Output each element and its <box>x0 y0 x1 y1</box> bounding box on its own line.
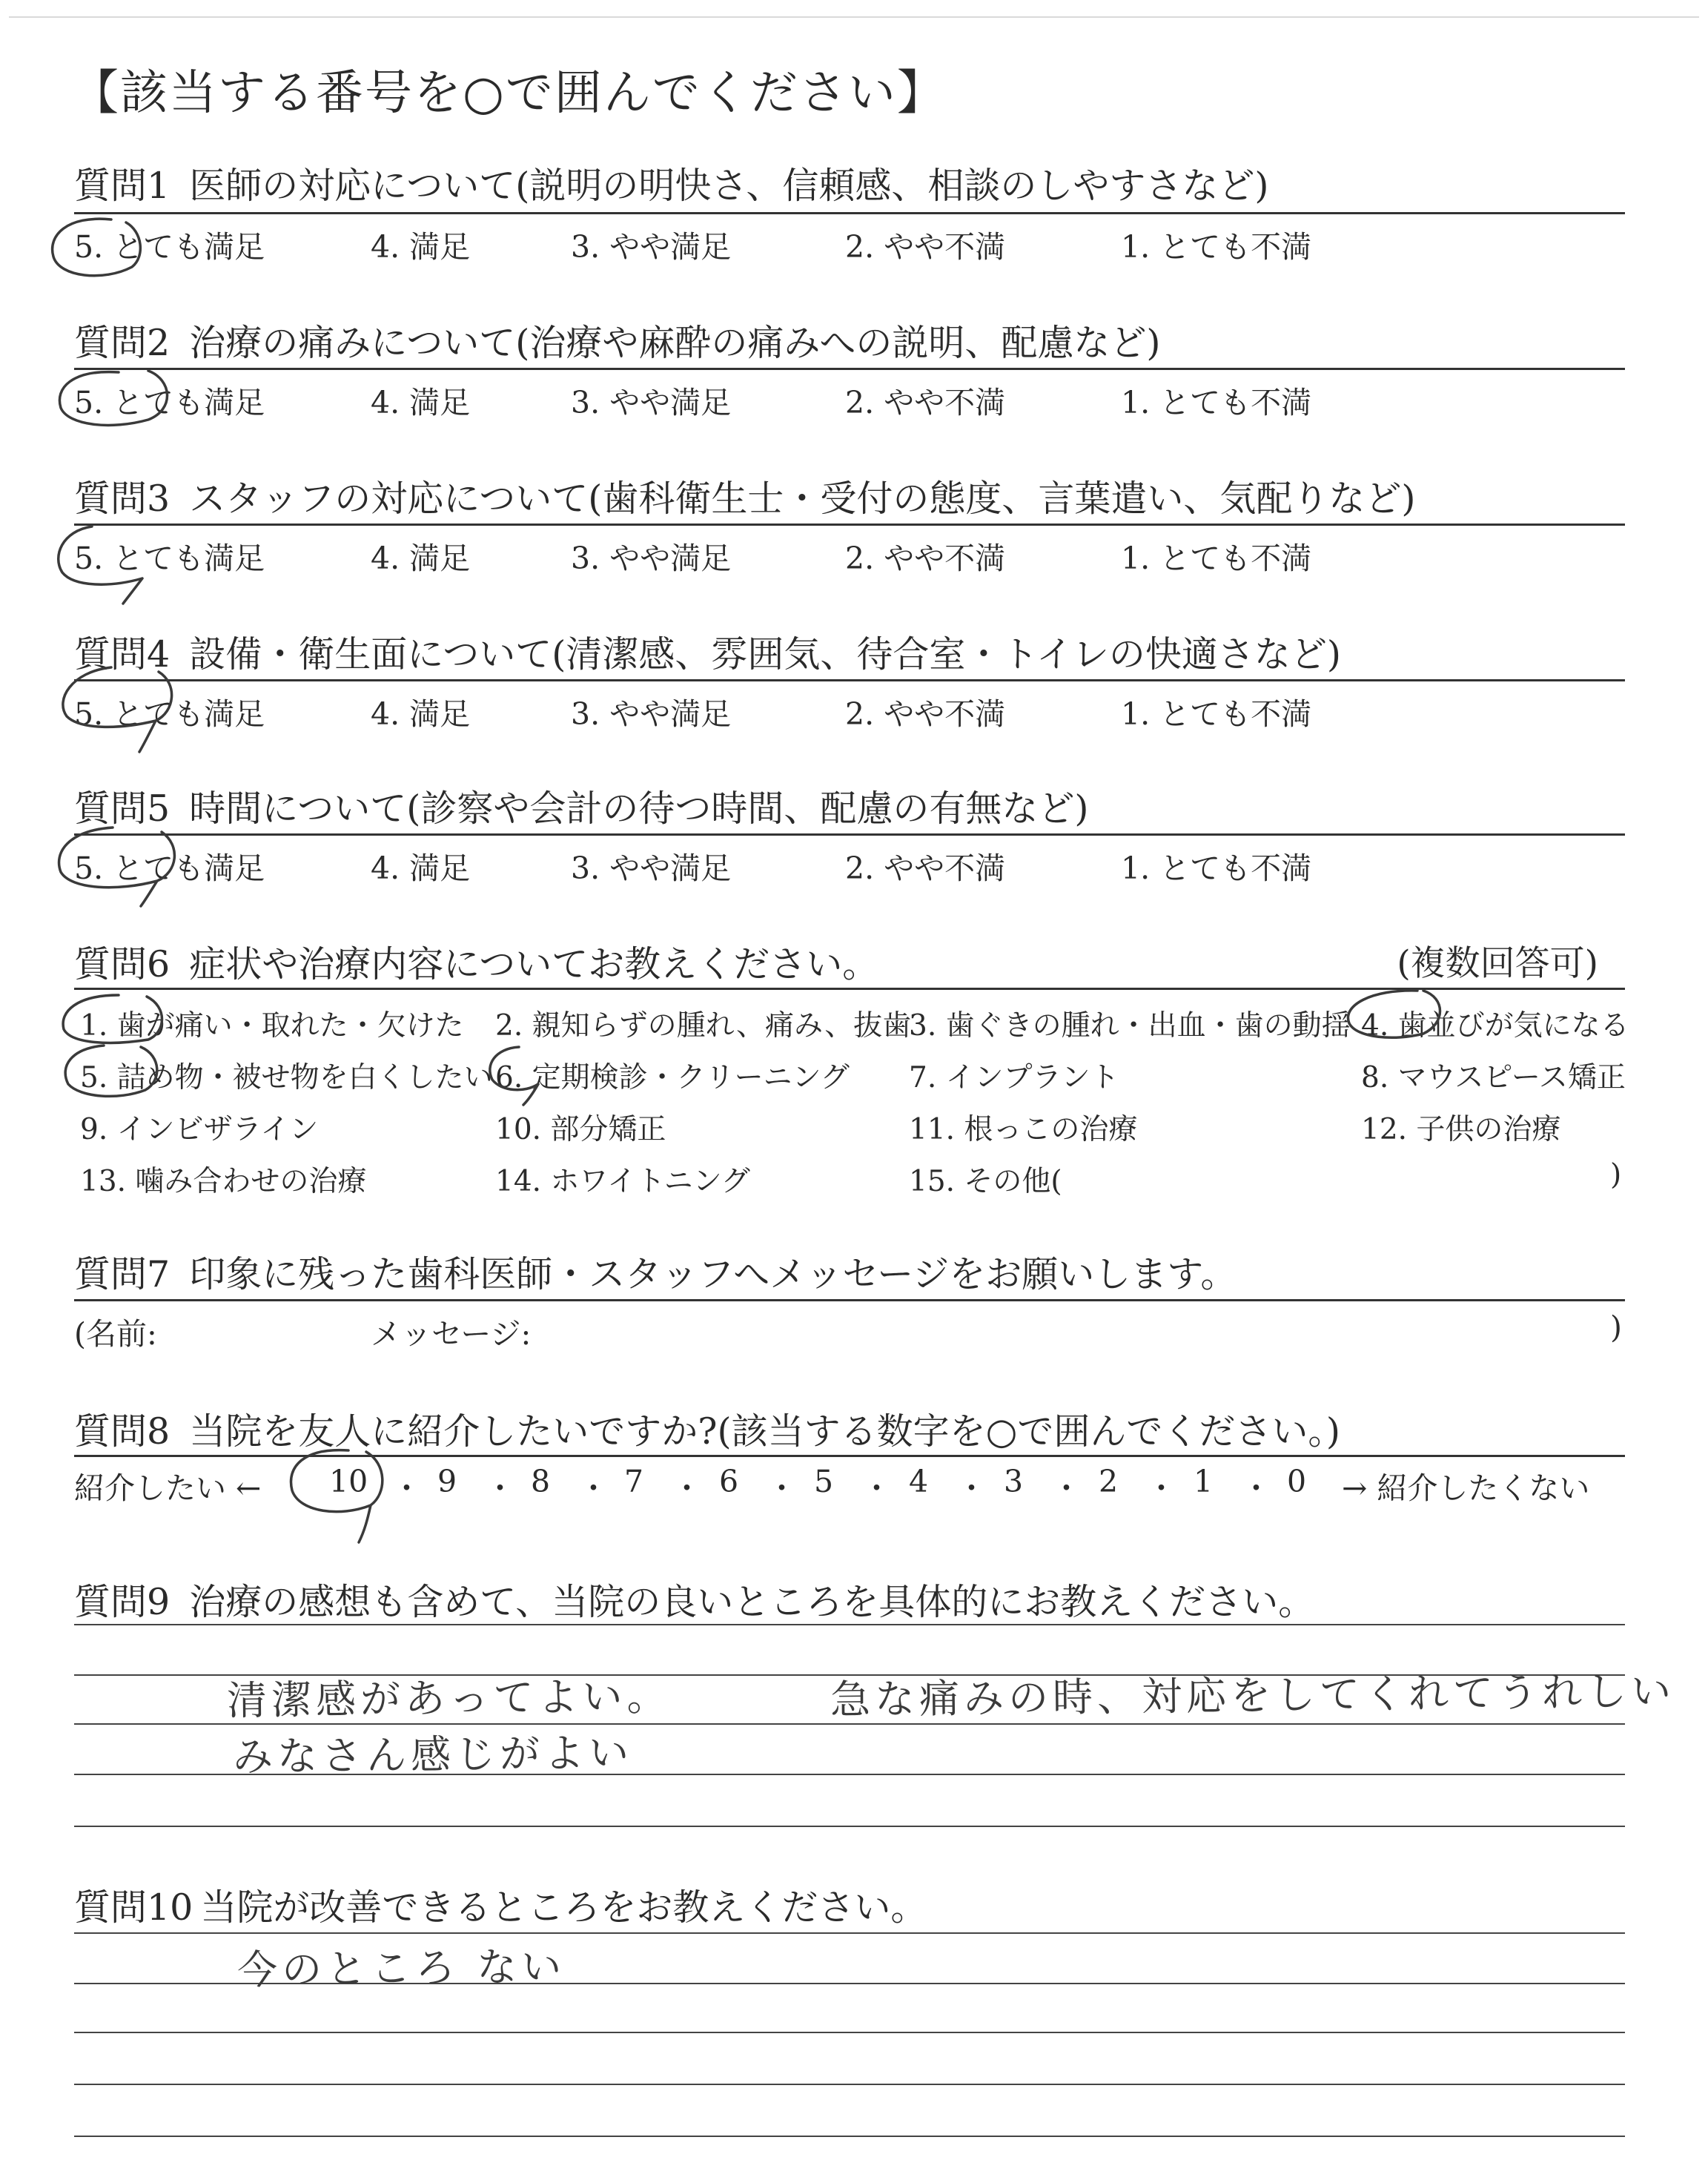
question-3-number: 質問3 <box>74 478 171 520</box>
q2-option-1[interactable]: 1. とても不満 <box>1121 385 1312 420</box>
question-6-number: 質問6 <box>74 943 171 985</box>
q8-dot: ・ <box>1241 1470 1271 1506</box>
q1-option-2[interactable]: 2. やや不満 <box>845 229 1006 265</box>
question-4-rule <box>74 679 1625 681</box>
question-1-title <box>74 157 1268 209</box>
q3-option-4[interactable]: 4. 満足 <box>371 541 471 576</box>
q8-dot: ・ <box>391 1470 422 1506</box>
q7-close-paren: ) <box>1610 1309 1622 1345</box>
question-2-text: 治療の痛みについて(治療や麻酔の痛みへの説明、配慮など) <box>189 322 1161 364</box>
question-9-number: 質問9 <box>74 1581 171 1623</box>
q8-score-0[interactable]: 0 <box>1287 1464 1307 1499</box>
question-5-rule <box>74 833 1625 836</box>
q8-dot: ・ <box>578 1470 609 1506</box>
q5-option-2[interactable]: 2. やや不満 <box>845 851 1006 886</box>
question-10-number: 質問10 <box>74 1886 193 1929</box>
q8-score-7[interactable]: 7 <box>624 1464 644 1499</box>
q3-option-1[interactable]: 1. とても不満 <box>1121 541 1312 576</box>
q3-option-5[interactable]: 5. とても満足 <box>74 541 265 576</box>
question-10-title <box>74 1879 927 1931</box>
q8-right-label: → 紹介したくない <box>1342 1470 1590 1506</box>
question-2-title <box>74 314 1160 366</box>
q10-handwritten-answer: 今のところ ない <box>236 1943 566 1994</box>
q4-option-3[interactable]: 3. やや満足 <box>571 696 732 732</box>
question-8-number: 質問8 <box>74 1410 171 1453</box>
q9-handwritten-answer-1b: 急な痛みの時、対応をしてくれてうれしい <box>830 1668 1676 1723</box>
question-10-text: 当院が改善できるところをお教えください。 <box>200 1886 927 1929</box>
q6-item-6[interactable]: 6. 定期検診・クリーニング <box>495 1061 850 1094</box>
q8-score-2[interactable]: 2 <box>1099 1464 1119 1499</box>
question-6-title <box>74 936 878 988</box>
q8-score-6[interactable]: 6 <box>719 1464 739 1499</box>
q2-option-5[interactable]: 5. とても満足 <box>74 385 265 420</box>
question-4-number: 質問4 <box>74 633 171 676</box>
q8-dot: ・ <box>956 1470 987 1506</box>
q6-item-14[interactable]: 14. ホワイトニング <box>495 1165 750 1198</box>
question-9-title <box>74 1573 1314 1625</box>
q8-score-9[interactable]: 9 <box>437 1464 457 1499</box>
q4-option-4[interactable]: 4. 満足 <box>371 696 471 732</box>
q8-score-4[interactable]: 4 <box>909 1464 929 1499</box>
question-7-rule <box>74 1299 1625 1301</box>
q8-dot: ・ <box>1051 1470 1082 1506</box>
q7-name-label: (名前: <box>74 1316 157 1352</box>
q4-option-2[interactable]: 2. やや不満 <box>845 696 1006 732</box>
q8-dot: ・ <box>1146 1470 1176 1506</box>
q8-score-5[interactable]: 5 <box>814 1464 834 1499</box>
question-7-text: 印象に残った歯科医師・スタッフへメッセージをお願いします。 <box>189 1253 1237 1295</box>
question-8-text: 当院を友人に紹介したいですか?(該当する数字を○で囲んでください。) <box>189 1410 1340 1453</box>
q6-item-3[interactable]: 3. 歯ぐきの腫れ・出血・歯の動揺 <box>909 1009 1351 1043</box>
q2-option-4[interactable]: 4. 満足 <box>371 385 471 420</box>
q1-option-1[interactable]: 1. とても不満 <box>1121 229 1312 265</box>
question-8-rule <box>74 1455 1625 1457</box>
q9-handwritten-answer-2: みなさん感じがよい <box>232 1729 634 1780</box>
q5-option-3[interactable]: 3. やや満足 <box>571 851 732 886</box>
q6-item-15[interactable]: 15. その他( <box>909 1165 1062 1198</box>
q1-option-3[interactable]: 3. やや満足 <box>571 229 732 265</box>
q10-writing-line <box>74 2084 1625 2085</box>
q10-writing-line <box>74 2136 1625 2137</box>
q2-option-2[interactable]: 2. やや不満 <box>845 385 1006 420</box>
q8-dot: ・ <box>767 1470 797 1506</box>
question-4-title <box>74 626 1341 678</box>
q6-item-9[interactable]: 9. インビザライン <box>80 1113 319 1146</box>
question-5-number: 質問5 <box>74 787 171 830</box>
q8-dot: ・ <box>861 1470 892 1506</box>
q2-option-3[interactable]: 3. やや満足 <box>571 385 732 420</box>
q6-item-10[interactable]: 10. 部分矯正 <box>495 1113 666 1146</box>
q6-item-7[interactable]: 7. インプラント <box>909 1061 1119 1094</box>
form-instruction: 【該当する番号を○で囲んでください】 <box>71 66 946 121</box>
q6-item-8[interactable]: 8. マウスピース矯正 <box>1361 1061 1626 1094</box>
q8-left-label: 紹介したい ← <box>74 1470 262 1506</box>
q1-option-5[interactable]: 5. とても満足 <box>74 229 265 265</box>
q3-option-2[interactable]: 2. やや不満 <box>845 541 1006 576</box>
q9-handwritten-answer-1a: 清潔感があってよい。 <box>226 1672 672 1725</box>
question-2-number: 質問2 <box>74 322 171 364</box>
question-2-rule <box>74 368 1625 370</box>
question-6-rule <box>74 988 1625 990</box>
question-5-title <box>74 780 1088 832</box>
multiple-answers-note: (複数回答可) <box>1397 943 1598 984</box>
q8-score-10[interactable]: 10 <box>329 1464 368 1499</box>
question-6-text: 症状や治療内容についてお教えください。 <box>189 943 879 985</box>
q6-item-5[interactable]: 5. 詰め物・被せ物を白くしたい <box>80 1061 493 1094</box>
question-3-text: スタッフの対応について(歯科衛生士・受付の態度、言葉遣い、気配りなど) <box>189 478 1416 520</box>
q9-writing-line <box>74 1826 1625 1827</box>
q6-item-11[interactable]: 11. 根っこの治療 <box>909 1113 1138 1146</box>
q6-item-1[interactable]: 1. 歯が痛い・取れた・欠けた <box>80 1009 464 1043</box>
q5-option-5[interactable]: 5. とても満足 <box>74 851 265 886</box>
q4-option-1[interactable]: 1. とても不満 <box>1121 696 1312 732</box>
q10-writing-line <box>74 1932 1625 1934</box>
question-9-text: 治療の感想も含めて、当院の良いところを具体的にお教えください。 <box>189 1581 1315 1623</box>
q6-item-12[interactable]: 12. 子供の治療 <box>1361 1113 1561 1146</box>
q9-writing-line <box>74 1624 1625 1625</box>
question-3-rule <box>74 524 1625 526</box>
question-1-text: 医師の対応について(説明の明快さ、信頼感、相談のしやすさなど) <box>189 165 1269 207</box>
question-5-text: 時間について(診察や会計の待つ時間、配慮の有無など) <box>189 787 1089 830</box>
question-8-title <box>74 1403 1340 1455</box>
q4-option-5[interactable]: 5. とても満足 <box>74 696 265 732</box>
q8-dot: ・ <box>485 1470 515 1506</box>
q7-message-label: メッセージ: <box>371 1316 532 1352</box>
question-1-number: 質問1 <box>74 165 171 207</box>
q5-option-4[interactable]: 4. 満足 <box>371 851 471 886</box>
question-3-title <box>74 470 1415 522</box>
top-rule <box>9 16 1699 18</box>
question-7-title <box>74 1246 1237 1298</box>
q8-score-8[interactable]: 8 <box>531 1464 551 1499</box>
q6-item-4[interactable]: 4. 歯並びが気になる <box>1361 1009 1629 1043</box>
q8-dot: ・ <box>672 1470 702 1506</box>
q3-option-3[interactable]: 3. やや満足 <box>571 541 732 576</box>
q6-item-13[interactable]: 13. 噛み合わせの治療 <box>80 1165 367 1198</box>
q8-score-1[interactable]: 1 <box>1194 1464 1214 1499</box>
q8-score-3[interactable]: 3 <box>1004 1464 1024 1499</box>
q5-option-1[interactable]: 1. とても不満 <box>1121 851 1312 886</box>
q6-item-15-close: ) <box>1610 1158 1622 1192</box>
q6-item-2[interactable]: 2. 親知らずの腫れ、痛み、抜歯 <box>495 1009 912 1043</box>
question-4-text: 設備・衛生面について(清潔感、雰囲気、待合室・トイレの快適さなど) <box>189 633 1341 676</box>
question-1-rule <box>74 212 1625 214</box>
q1-option-4[interactable]: 4. 満足 <box>371 229 471 265</box>
q10-writing-line <box>74 2032 1625 2033</box>
question-7-number: 質問7 <box>74 1253 171 1295</box>
